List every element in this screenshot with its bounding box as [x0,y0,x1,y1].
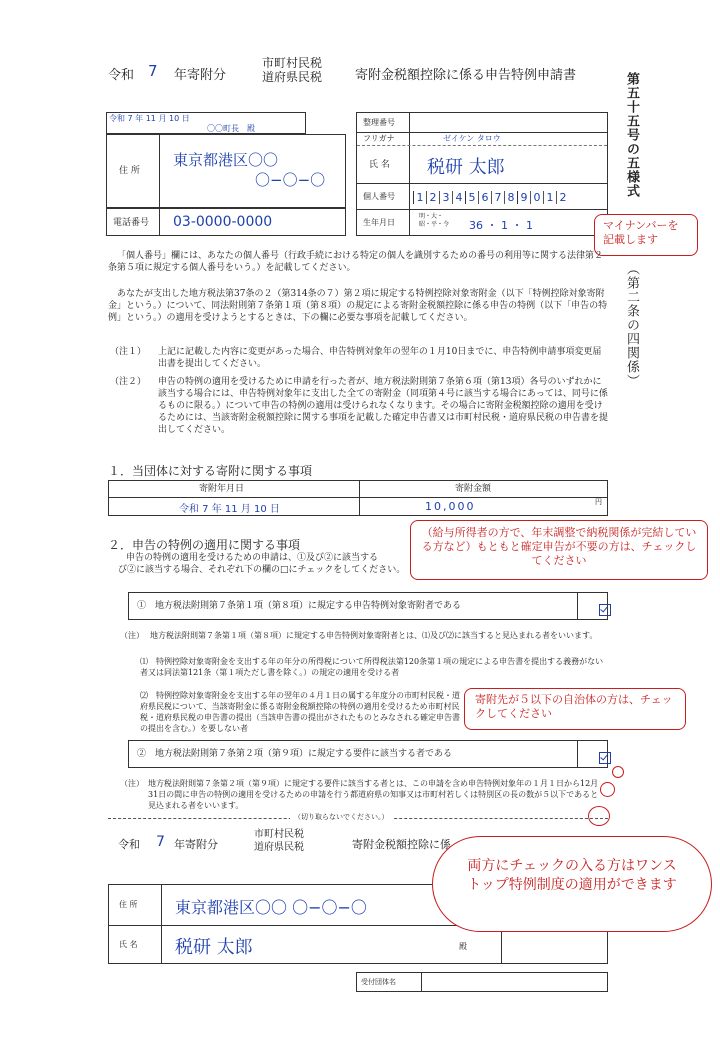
stub-address-label: 住 所 [119,900,138,909]
mynumber-digit: 1 [543,191,556,204]
address-label: 住 所 [119,166,140,176]
header-year: 7 [148,62,158,80]
phone-value: 03-0000-0000 [173,214,273,230]
address-line1: 東京都港区〇〇 [173,151,279,169]
note1-text: 上記に記載した内容に変更があった場合、申告特例対象年の翌年の１月10日までに、申告特例申請事項変更届出書を提出してください。 [158,347,602,369]
stub-tax-names [254,828,304,854]
header-tax-names [262,56,322,84]
yen-unit: 円 [595,498,602,506]
header-tax1: 市町村民税 [262,56,323,70]
stub-year: 7 [156,834,165,850]
birth-era-options: 明・大・昭・平・令 [419,213,450,228]
stub-era: 令和 [118,838,140,851]
note-a-text: 地方税法附則第７条第１項（第８項）に規定する申告特例対象寄附者とは、⑴及び⑵に該当すると見込まれる者をいいます。 [150,631,598,640]
mynumber-digit: 7 [491,191,504,204]
mynumber-callout: マイナンバーを記載します [594,214,698,256]
cut-note: （切り取らないでください。） [290,812,393,823]
address-box [106,134,346,208]
birth-label: 生年月日 [363,218,395,227]
thought-dot-large [588,806,610,826]
thought-dot-medium [600,782,615,797]
mynumber-digit: 0 [530,191,543,204]
stub-year-suffix: 年寄附分 [174,838,218,851]
check1-callout: （給与所得者の方で、年末調整で納税関係が完結している方など）もともと確定申告が不要の方は、チェックしてください [410,520,708,580]
section2-intro1: 申告の特例の適用を受けるための申請は、①及び②に該当する [126,553,379,563]
mynumber-digit: 6 [478,191,491,204]
side-title: 第五十五号の五様式 [624,72,639,198]
mynumber-label: 個人番号 [363,192,395,201]
stub-tax2: 道府県民税 [254,842,304,853]
stub-address-value: 東京都港区〇〇 〇−〇−〇 [175,898,367,917]
item1-checkbox[interactable] [599,604,611,616]
donation-amount-header: 寄附金額 [455,484,492,494]
addressee: 〇〇町長 殿 [207,124,255,133]
donation-date-value: 令和 7 年 11 月 10 日 [179,504,280,515]
date-addressee-box [106,112,306,134]
seiri-label: 整理番号 [363,118,395,127]
item2-text: ② 地方税法附則第７条第２項（第９項）に規定する要件に該当する者である [137,749,453,759]
check2-callout: 寄附先が５以下の自治体の方は、チェックしてください [464,688,686,730]
donation-amount-value: 10,000 [425,500,476,513]
personal-info-box [356,112,608,236]
mynumber-digit: 5 [465,191,478,204]
section2-intro2: び②に該当する場合、それぞれ下の欄の□にチェックをしてください。 [118,565,406,575]
item2-checkbox[interactable] [599,752,611,764]
body-paragraph-1: 「個人番号」欄には、あなたの個人番号（行政手続における特定の個人を識別するための番号の利用等に関する法律第２条第５項に規定する個人番号をいう。）を記載してください。 [108,251,604,273]
application-date: 令和 7 年 11 月 10 日 [109,114,190,123]
receipt-label: 受付団体名 [361,978,396,986]
donation-date-header: 寄附年月日 [199,484,245,494]
phone-box [106,208,346,236]
note-a2-text: ⑵ 特例控除対象寄附金を支出する年の翌年の４月１日の属する年度分の市町村民税・道府県民税について、当該寄附金に係る寄附金税額控除の特例の適用を受けるため市町村民税・道府県民税の申告書の提出（当該申告書の提出がされたものとみなされる確定申告書の提出を含む。）を要しない者 [140,691,460,733]
thought-dot-small [612,766,624,778]
address-line2: 〇−〇−〇 [255,171,326,189]
furigana-value: ゼイケン タロウ [443,134,501,143]
section2-title: ２．申告の特例の適用に関する事項 [108,538,301,552]
mynumber-digits [413,187,607,207]
stub-name-value: 税研 太郎 [175,937,253,958]
note-b-label: （注） [120,779,144,788]
page-title: 寄附金税額控除に係る申告特例申請書 [355,68,577,83]
header-year-suffix: 年寄附分 [174,68,227,83]
furigana-label: フリガナ [363,134,395,143]
body-paragraph-2: あなたが支出した地方税法第37条の２（第314条の７）第２項に規定する特例控除対象寄附金（以下「特例控除対象寄附金」という。）について、同法附則第７条第１項（第８項）の規定による寄附金税額控除に係る申告の特例（以下「申告の特例」という。）の適用を受けようとするときは、下の欄に必要な事項を記載してください。 [108,289,608,323]
name-label: 氏 名 [369,160,390,170]
item1-row [128,592,608,620]
note-b-text: 地方税法附則第７条第２項（第９項）に規定する要件に該当する者とは、この申請を含め申告特例対象年の１月１日から12月31日の間に申告の特例の適用を受けるための申請を行う都道府県の知事又は市町村若しくは特別区の長の数が５以下であると見込まれる者をいいます。 [148,779,599,810]
birth-value: 36 ・ 1 ・ 1 [469,219,533,232]
mynumber-digit: 9 [517,191,530,204]
stub-dono: 殿 [459,942,467,951]
stub-title: 寄附金税額控除に係 [352,838,451,851]
stub-tax1: 市町村民税 [254,829,304,840]
side-subtitle: （第二条の四関係） [624,262,639,388]
note-a1-text: ⑴ 特例控除対象寄附金を支出する年の年分の所得税について所得税法第120条第１項の規定による申告書を提出する義務がない者又は同法第121条（第１項ただし書を除く。）の規定の適用を受ける者 [140,657,604,677]
item2-row [128,740,608,768]
header-era: 令和 [108,68,135,83]
mynumber-digit: 4 [452,191,465,204]
mynumber-digit: 2 [426,191,439,204]
header-tax2: 道府県民税 [262,70,323,84]
mynumber-digit: 1 [413,191,426,204]
stub-name-label: 氏 名 [119,940,138,949]
donation-table [108,480,608,516]
note2-label: （注２） [110,377,147,387]
item1-text: ① 地方税法附則第７条第１項（第８項）に規定する申告特例対象寄附者である [137,601,462,611]
mynumber-digit: 3 [439,191,452,204]
phone-label: 電話番号 [113,218,150,228]
receipt-box [356,972,608,992]
mynumber-digit: 8 [504,191,517,204]
name-value: 税研 太郎 [427,157,505,178]
mynumber-digit: 2 [556,191,569,204]
note2-text: 申告の特例の適用を受けるために申請を行った者が、地方税法附則第７条第６項（第13項）各号のいずれかに該当する場合には、申告特例対象年に支出した全ての寄附金（同項第４号に該当する場合にあっては、同号に係るものに限る。）について申告の特例の適用は受けられなくなります。その場合に寄附金税額控除の適用を受けるためには、当該寄附金税額控除に関する事項を記載した確定申告書又は市町村民税・道府県民税の申告書を提出してください。 [158,377,609,435]
note-a-label: （注） [120,631,144,640]
both-checks-cloud-callout: 両方にチェックの入る方はワンストップ特例制度の適用ができます [432,836,712,932]
note1-label: （注１） [110,347,147,357]
section1-title: １．当団体に対する寄附に関する事項 [108,464,313,478]
